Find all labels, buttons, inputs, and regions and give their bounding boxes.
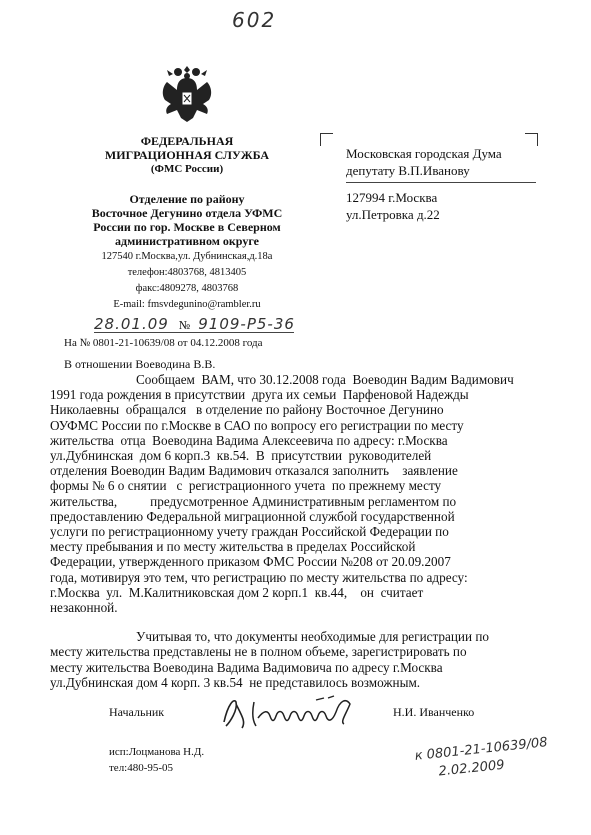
recipient-line-4: ул.Петровка д.22 xyxy=(346,207,440,222)
dept-line-2: Восточное Дегунино отдела УФМС xyxy=(91,206,283,220)
recipient-line-1: Московская городская Дума xyxy=(346,146,502,161)
executor-phone: тел:480-95-05 xyxy=(109,762,174,774)
handwritten-note-line-2: 2.02.2009 xyxy=(437,757,506,780)
paragraph-1 xyxy=(50,372,552,616)
body-line: Федерации, утвержденного приказом ФМС России №208 от 20.09.2007 xyxy=(50,554,451,570)
body-line: жительства, предусмотренное Административным регламентом по xyxy=(50,493,457,509)
body-line: Николаевны обращался в отделение по району Восточное Дегунино xyxy=(50,402,444,418)
handwritten-note-line-1: к 0801-21-10639/08 xyxy=(414,735,549,764)
recipient-line-3: 127994 г.Москва xyxy=(346,190,438,205)
body-line: г.Москва ул. М.Калитниковская дом 2 корп.1 кв.44, он считает xyxy=(50,584,424,600)
executor-name: исп:Лоцманова Н.Д. xyxy=(109,746,205,758)
body-line: ул.Дубнинская дом 4 корп. 3 кв.54 не представилось возможным. xyxy=(50,674,421,690)
handwritten-signature xyxy=(216,692,366,732)
sender-department xyxy=(62,192,312,248)
body-line: предоставлению Федеральной миграционной службой государственной xyxy=(50,508,455,524)
recipient-divider xyxy=(346,182,536,183)
top-handwritten-number: 602 xyxy=(232,8,277,32)
body-line: Учитывая то, что документы необходимые для регистрации по xyxy=(136,629,489,645)
letter-body xyxy=(50,372,552,690)
body-line: ОУФМС России по г.Москве в САО по вопросу его регистрации по месту xyxy=(50,417,464,433)
dept-line-4: административном округе xyxy=(115,234,259,248)
paragraph-2 xyxy=(50,629,552,690)
sender-agency xyxy=(62,134,312,176)
sender-address: 127540 г.Москва,ул. Дубнинская,д.18а xyxy=(101,251,273,262)
agency-short-name: (ФМС России) xyxy=(150,163,224,175)
handwritten-registration-note xyxy=(414,730,591,784)
body-line: Сообщаем ВАМ, что 30.12.2008 года Воеводин Вадим Вадимович xyxy=(136,372,514,387)
body-line: месту пребывания и по месту жительства в пределах Российской xyxy=(50,539,416,555)
outgoing-no-label: № xyxy=(178,318,191,332)
sender-phone: телефон:4803768, 4813405 xyxy=(127,267,247,278)
agency-line-1: ФЕДЕРАЛЬНАЯ xyxy=(140,134,234,148)
reference-line: На № 0801-21-10639/08 от 04.12.2008 года xyxy=(64,337,263,349)
executor-block xyxy=(109,744,204,776)
coat-of-arms-emblem xyxy=(157,60,217,128)
subject-line: В отношении Воеводина В.В. xyxy=(64,357,216,371)
body-line: незаконной. xyxy=(50,600,118,616)
outgoing-date: 28.01.09 xyxy=(94,315,169,333)
dept-line-3: России по гор. Москве в Северном xyxy=(93,220,281,234)
outgoing-number: 9109-Р5-36 xyxy=(198,315,295,333)
outgoing-number-line xyxy=(94,315,314,335)
sender-contacts xyxy=(62,250,312,312)
dept-line-1: Отделение по району xyxy=(129,192,245,206)
body-line: отделения Воеводин Вадим Вадимович отказался заполнить заявление xyxy=(50,463,458,479)
body-line: месту жительства представлены не в полном объеме, зарегистрировать по xyxy=(50,644,467,660)
agency-line-2: МИГРАЦИОННАЯ СЛУЖБА xyxy=(104,148,270,162)
sender-email: E-mail: fmsvdegunino@rambler.ru xyxy=(113,299,261,310)
body-line: 1991 года рождения в присутствии друга их семьи Парфеновой Надежды xyxy=(50,387,469,403)
body-line: месту жительства Воеводина Вадима Вадимовича по адресу г.Москва xyxy=(50,659,443,675)
signer-name: Н.И. Иванченко xyxy=(393,705,475,719)
body-line: услуги по регистрационному учету граждан Российской Федерации по xyxy=(50,524,449,540)
recipient-block xyxy=(346,145,546,223)
body-line: года, мотивируя это тем, что регистрацию по месту жительства по адресу: xyxy=(50,569,468,585)
body-line: ул.Дубнинская дом 6 корп.3 кв.54. В присутствии руководителей xyxy=(50,448,432,464)
recipient-line-2: депутату В.П.Иванову xyxy=(346,163,470,178)
outgoing-underline xyxy=(94,332,294,333)
body-line: жительства отца Воеводина Вадима Алексеевича по адресу: г.Москва xyxy=(50,432,448,448)
sender-fax: факс:4809278, 4803768 xyxy=(135,283,239,294)
recipient-corner-left xyxy=(320,133,333,146)
signature-title: Начальник xyxy=(109,705,165,719)
body-line: формы № 6 о снятии с регистрационного учета по прежнему месту xyxy=(50,478,442,494)
